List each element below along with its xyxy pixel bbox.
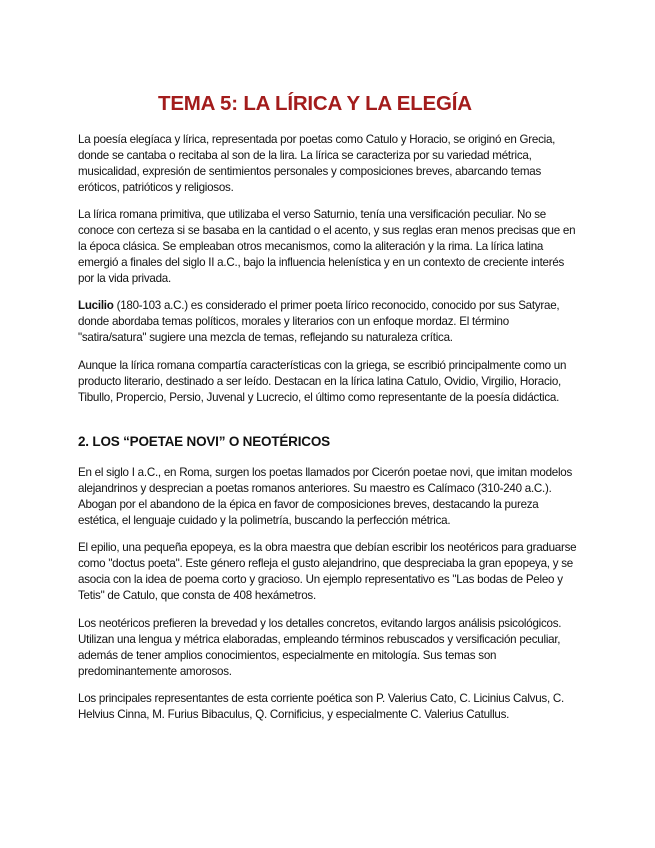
- section-heading-poetae-novi: 2. LOS “POETAE NOVI” O NEOTÉRICOS: [78, 434, 330, 449]
- lucilio-name: Lucilio: [78, 299, 114, 312]
- paragraph-intro: La poesía elegíaca y lírica, representada por poetas como Catulo y Horacio, se originó en Grecia, donde se cantaba o recitaba al son de la lira. La lírica se caracteriza por su variedad métrica, musicalidad, expresión de sentimientos personales y composiciones breves, abarcando temas eróticos, patrióticos y religiosos.: [78, 133, 556, 194]
- paragraph-representantes: Los principales representantes de esta corriente poética son P. Valerius Cato, C. Licinius Calvus, C. Helvius Cinna, M. Furius Bibaculus, Q. Cornificius, y especialmente C. Valerius Catullus.: [78, 692, 565, 721]
- paragraph-poetae-novi: En el siglo I a.C., en Roma, surgen los poetas llamados por Cicerón poetae novi, que imitan modelos alejandrinos y desprecian a poetas romanos anteriores. Su maestro es Calímaco (310-240 a.C.). Abogan por el abandono de la épica en favor de composiciones breves, destacando la pureza estética, el lenguaje cuidado y la polimetría, buscando la perfección métrica.: [78, 466, 573, 527]
- paragraph-primitive-lyric: La lírica romana primitiva, que utilizaba el verso Saturnio, tenía una versificación peculiar. No se conoce con certeza si se basaba en la cantidad o el acento, y sus reglas eran menos precisas que en la época clásica. Se empleaban otros mecanismos, como la aliteración y la rima. La lírica latina emergió a finales del siglo II a.C., bajo la influencia helenística y en un contexto de creciente interés por la vida privada.: [78, 208, 576, 285]
- paragraph-epilio: El epilio, una pequeña epopeya, es la obra maestra que debían escribir los neotéricos para graduarse como "doctus poeta". Este género refleja el gusto alejandrino, que despreciaba la gran epopeya, y se asocia con la idea de poema corto y gracioso. Un ejemplo representativo es "Las bodas de Peleo y Tetis" de Catulo, que consta de 408 hexámetros.: [78, 541, 577, 602]
- page-title: TEMA 5: LA LÍRICA Y LA ELEGÍA: [158, 92, 472, 115]
- paragraph-lucilio: [78, 298, 580, 346]
- paragraph-roman-lyric: Aunque la lírica romana compartía características con la griega, se escribió principalmente como un producto literario, destinado a ser leído. Destacan en la lírica latina Catulo, Ovidio, Virgilio, Horacio, Tibullo, Propercio, Persio, Juvenal y Lucrecio, el último como representante de la poesía didáctica.: [78, 359, 567, 404]
- lucilio-text: (180-103 a.C.) es considerado el primer poeta lírico reconocido, conocido por sus Satyrae, donde abordaba temas políticos, morales y literarios con un enfoque mordaz. El término "satira/satura" sugiere una mezcla de temas, reflejando su naturaleza crítica.: [78, 299, 560, 344]
- paragraph-neotericos: Los neotéricos prefieren la brevedad y los detalles concretos, evitando largos análisis psicológicos. Utilizan una lengua y métrica elaboradas, empleando términos rebuscados y versificación peculiar, además de tener amplios conocimientos, especialmente en mitología. Sus temas son predominantemente amorosos.: [78, 617, 562, 678]
